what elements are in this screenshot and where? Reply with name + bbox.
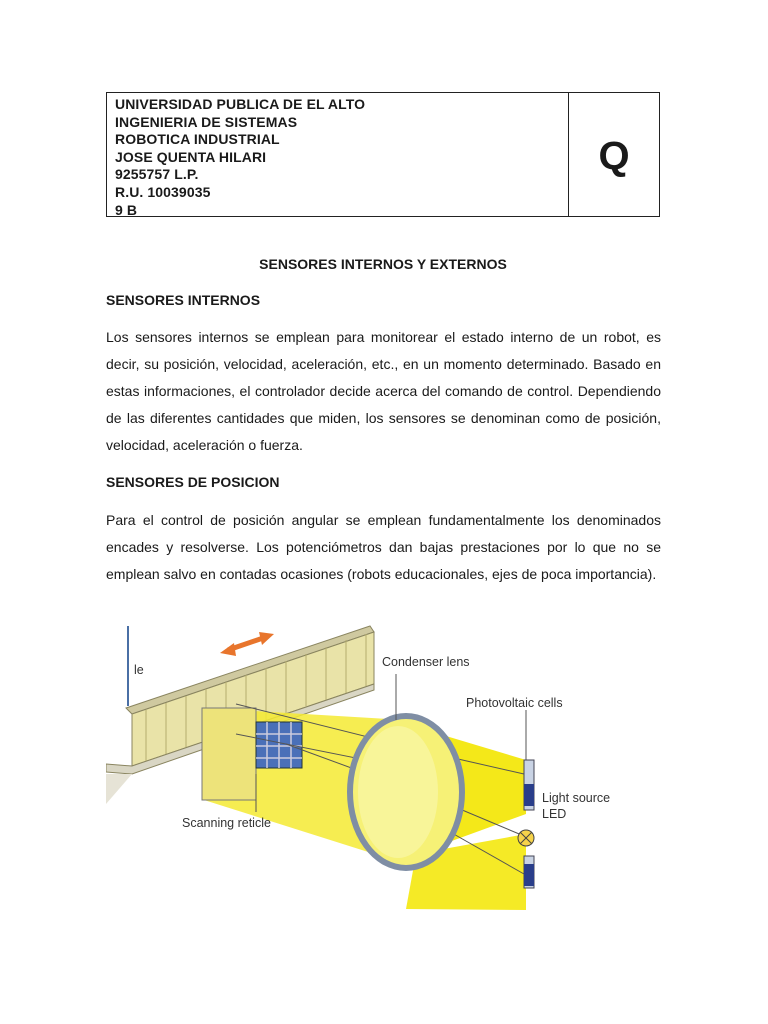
section-heading-internos: SENSORES INTERNOS [106, 292, 261, 308]
label-light-source: Light source [542, 791, 611, 805]
section-heading-posicion: SENSORES DE POSICION [106, 474, 280, 490]
label-photovoltaic-cells: Photovoltaic cells [466, 696, 563, 710]
header-box [106, 92, 660, 217]
header-career: INGENIERIA DE SISTEMAS [115, 113, 298, 130]
header-university: UNIVERSIDAD PUBLICA DE EL ALTO [115, 96, 366, 112]
label-scanning-reticle: Scanning reticle [182, 816, 271, 830]
encoder-diagram [106, 624, 614, 914]
photovoltaic-cell-top-dark [524, 784, 534, 806]
header-group: 9 B [115, 201, 138, 218]
section-paragraph-posicion: Para el control de posición angular se emplean fundamentalmente los denominados encades y resolverse. Los potenciómetros dan bajas prestaciones por lo que no se emplean salvo en contadas ocasiones (robots educacionales, ejes de poca importancia). [106, 512, 661, 582]
document-title: SENSORES INTERNOS Y EXTERNOS [259, 256, 507, 272]
label-condenser-lens: Condenser lens [382, 655, 470, 669]
header-ru: R.U. 10039035 [115, 183, 211, 200]
optical-encoder-figure [106, 624, 614, 914]
header-info [107, 93, 569, 216]
header-student: JOSE QUENTA HILARI [115, 148, 267, 165]
condenser-lens-highlight [358, 726, 438, 858]
photovoltaic-cell-bottom-dark [524, 864, 534, 886]
motion-arrow-icon [220, 632, 274, 656]
section-paragraph-internos: Los sensores internos se emplean para monitorear el estado interno de un robot, es decir, su posición, velocidad, aceleración, etc., en un momento determinado. Basado en estas informaciones, el controlador decide acerca del comando de control. Dependiendo de las diferentes cantidades que miden, los sensores se denominan como de posición, velocidad, aceleración o fuerza. [106, 329, 661, 453]
scale-base [106, 774, 132, 804]
label-led: LED [542, 807, 567, 821]
header-id: 9255757 L.P. [115, 166, 199, 183]
header-subject: ROBOTICA INDUSTRIAL [115, 131, 280, 148]
label-scale-fragment: le [134, 663, 144, 677]
reticle-housing [202, 708, 256, 800]
header-logo-letter: Q [598, 134, 630, 178]
